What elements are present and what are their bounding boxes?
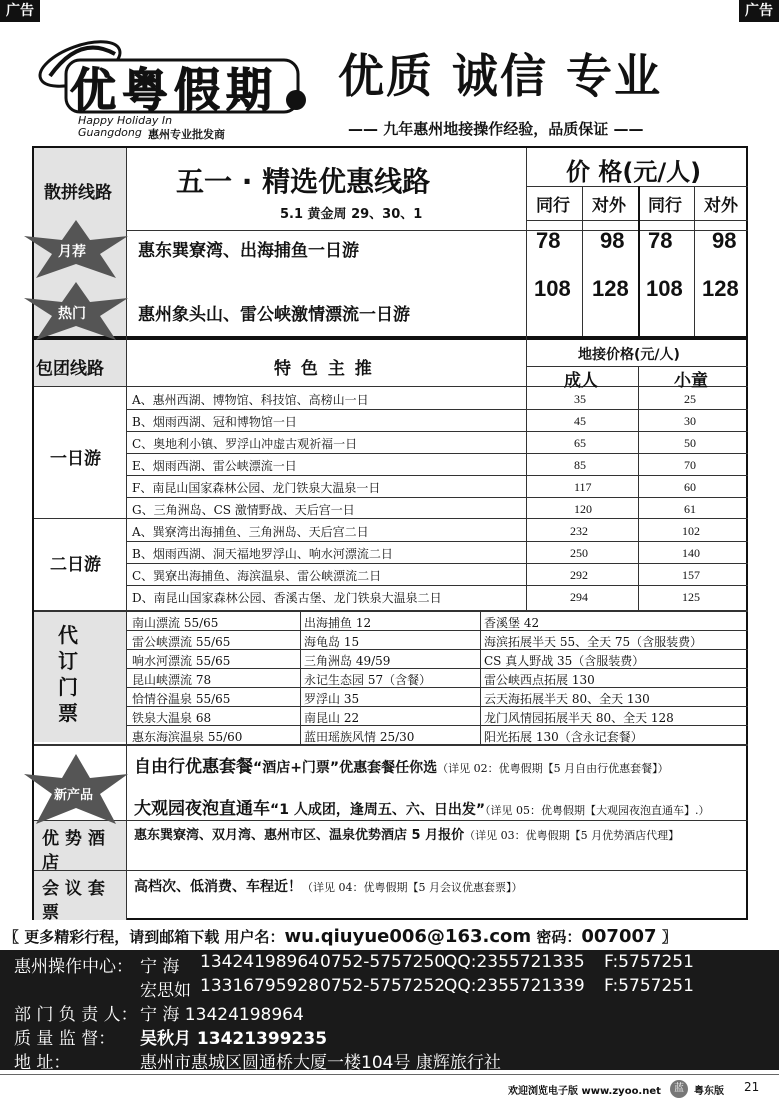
logo-title: 优粤假期 bbox=[70, 63, 278, 117]
row-rule bbox=[126, 563, 748, 564]
contact-phone-1: 13424198964 bbox=[200, 952, 319, 972]
contact-qq-1: QQ:2355721335 bbox=[444, 952, 585, 972]
public-label-1: 对外 bbox=[592, 196, 626, 216]
quality-value: 吴秋月 13421399235 bbox=[140, 1029, 328, 1049]
ticket-item: 龙门风情园拓展半天 80、全天 128 bbox=[484, 711, 674, 725]
logo-en1: Happy Holiday In bbox=[78, 114, 173, 127]
contact-name-1: 宁 海 bbox=[140, 957, 180, 977]
route-name: B、烟雨西湖、冠和博物馆一日 bbox=[132, 415, 297, 429]
tickets-label-char: 代 bbox=[58, 623, 78, 647]
child-price: 30 bbox=[684, 414, 696, 428]
download-pwd: 007007 bbox=[581, 926, 657, 947]
contact-tel-2: 0752-5757252 bbox=[320, 976, 446, 996]
peer-label-2: 同行 bbox=[648, 196, 682, 216]
contact-qq-2: QQ:2355721339 bbox=[444, 976, 585, 996]
rule bbox=[34, 870, 748, 871]
download-pwd-label: 密码： bbox=[531, 928, 582, 946]
child-price: 102 bbox=[682, 524, 700, 538]
child-price: 60 bbox=[684, 480, 696, 494]
ticket-item: 雷公峡西点拓展 130 bbox=[484, 673, 595, 687]
ticket-item: 三角洲岛 49/59 bbox=[304, 654, 391, 668]
rule bbox=[34, 518, 748, 519]
ticket-item: 阳光拓展 130（含永记套餐） bbox=[484, 730, 643, 744]
row-rule bbox=[126, 585, 748, 586]
row-rule bbox=[126, 668, 748, 669]
child-label: 小童 bbox=[674, 371, 708, 391]
ticket-item: 响水河漂流 55/65 bbox=[132, 654, 231, 668]
ticket-item: 罗浮山 35 bbox=[304, 692, 360, 706]
ticket-item: 南昆山 22 bbox=[304, 711, 360, 725]
address-value: 惠州市惠城区圆通桥大厦一楼104号 康辉旅行社 bbox=[140, 1053, 501, 1073]
footer-text: 欢迎浏览电子版 www.zyoo.net bbox=[508, 1086, 661, 1097]
price-1-public: 98 bbox=[600, 228, 625, 253]
meeting-label-1: 会 议 套 bbox=[42, 879, 105, 899]
price-2-public: 128 bbox=[592, 276, 629, 301]
adult-price: 292 bbox=[570, 568, 588, 582]
tickets-label-char: 票 bbox=[58, 701, 78, 725]
price-2-peer: 108 bbox=[534, 276, 571, 301]
route-name: B、烟雨西湖、洞天福地罗浮山、响水河漂流二日 bbox=[132, 547, 393, 561]
rule bbox=[34, 336, 748, 340]
hotel-label-1: 优 势 酒 bbox=[42, 829, 105, 849]
route-name: C、巽寮出海捕鱼、海滨温泉、雷公峡漂流二日 bbox=[132, 569, 382, 583]
public-label-2: 对外 bbox=[704, 196, 738, 216]
hotel-label-2: 店 bbox=[42, 853, 59, 873]
night-bus-title: 大观园夜泡直通车 bbox=[134, 799, 270, 819]
price-1-peer: 78 bbox=[536, 228, 561, 253]
ticket-item: 永记生态园 57（含餐） bbox=[304, 673, 432, 687]
route-name: G、三角洲岛、CS 激情野战、天后宫一日 bbox=[132, 503, 355, 517]
row-rule bbox=[126, 687, 748, 688]
footer-badge: 蓝 bbox=[670, 1080, 688, 1098]
child-price: 140 bbox=[682, 546, 700, 560]
row-rule bbox=[126, 706, 748, 707]
ticket-item: CS 真人野战 35（含服装费） bbox=[484, 654, 645, 668]
price-1-public-2: 98 bbox=[712, 228, 737, 253]
rule bbox=[34, 386, 748, 387]
contact-fax-2: F:5757251 bbox=[604, 976, 694, 996]
tickets-label-char: 订 bbox=[58, 649, 78, 673]
header-title: 五一 · 精选优惠线路 bbox=[176, 165, 431, 198]
dept-value: 宁 海 13424198964 bbox=[140, 1005, 304, 1025]
route-name: E、烟雨西湖、雷公峡漂流一日 bbox=[132, 459, 297, 473]
contact-block bbox=[0, 950, 779, 1073]
route-name: D、南昆山国家森林公园、香溪古堡、龙门铁泉大温泉二日 bbox=[132, 591, 442, 605]
adult-price: 232 bbox=[570, 524, 588, 538]
download-end: 〗 bbox=[656, 928, 677, 946]
new-product-line-2 bbox=[134, 794, 710, 819]
route-name: C、奥地利小镇、罗浮山冲虚古观祈福一日 bbox=[132, 437, 358, 451]
rule bbox=[34, 610, 748, 612]
badge-label-1: 月荐 bbox=[58, 244, 86, 260]
row-rule bbox=[126, 453, 748, 454]
free-travel-title: 自由行优惠套餐 bbox=[134, 757, 253, 777]
ticket-item: 南山漂流 55/65 bbox=[132, 616, 219, 630]
featured-route-2: 惠州象头山、雷公峡激情漂流一日游 bbox=[138, 305, 410, 325]
row-rule bbox=[126, 497, 748, 498]
rule bbox=[526, 220, 748, 221]
footer-edition: 粤东版 bbox=[694, 1086, 724, 1097]
rule bbox=[694, 186, 695, 336]
ticket-item: 蓝田瑶族风情 25/30 bbox=[304, 730, 415, 744]
dept-label: 部 门 负 责 人： bbox=[14, 1005, 138, 1025]
child-price: 50 bbox=[684, 436, 696, 450]
ticket-item: 铁泉大温泉 68 bbox=[132, 711, 212, 725]
address-label: 地 址： bbox=[14, 1053, 71, 1073]
adult-price: 294 bbox=[570, 590, 588, 604]
scatter-label: 散拼线路 bbox=[44, 183, 112, 203]
adult-label: 成人 bbox=[564, 371, 598, 391]
new-product-badge: 新产品 bbox=[54, 788, 94, 803]
contact-phone-2: 13316795928 bbox=[200, 976, 319, 996]
route-name: A、惠州西湖、博物馆、科技馆、高榜山一日 bbox=[132, 393, 369, 407]
header-subtitle: 5.1 黄金周 29、30、1 bbox=[280, 207, 423, 222]
row-rule bbox=[126, 431, 748, 432]
child-price: 125 bbox=[682, 590, 700, 604]
adult-price: 85 bbox=[574, 458, 586, 472]
adult-price: 65 bbox=[574, 436, 586, 450]
ticket-item: 云天海拓展半天 80、全天 130 bbox=[484, 692, 650, 706]
logo-en2: Guangdong bbox=[78, 126, 142, 139]
row-rule bbox=[126, 475, 748, 476]
featured-route-1: 惠东巽寮湾、出海捕鱼一日游 bbox=[138, 241, 359, 261]
ticket-item: 惠东海滨温泉 55/60 bbox=[132, 730, 243, 744]
hotel-text: 惠东巽寮湾、双月湾、惠州市区、温泉优势酒店 5 月报价 bbox=[134, 828, 465, 843]
ad-tag-left: 广告 bbox=[0, 0, 40, 22]
page-number: 21 bbox=[744, 1080, 760, 1094]
meeting-label-2: 票 bbox=[42, 903, 59, 923]
download-line bbox=[4, 926, 677, 947]
child-price: 25 bbox=[684, 392, 696, 406]
adult-price: 120 bbox=[574, 502, 592, 516]
child-price: 157 bbox=[682, 568, 700, 582]
row-rule bbox=[126, 541, 748, 542]
child-price: 70 bbox=[684, 458, 696, 472]
free-travel-ref: （详见 02：优粤假期【5 月自由行优惠套餐】） bbox=[437, 762, 669, 775]
price-1-peer-2: 78 bbox=[648, 228, 673, 253]
contact-fax-1: F:5757251 bbox=[604, 952, 694, 972]
contact-label: 惠州操作中心： bbox=[14, 957, 133, 977]
tickets-label-char: 门 bbox=[58, 675, 78, 699]
tickets-label bbox=[58, 622, 82, 726]
ticket-item: 海滨拓展半天 55、全天 75（含服装费） bbox=[484, 635, 703, 649]
route-name: F、南昆山国家森林公园、龙门铁泉大温泉一日 bbox=[132, 481, 381, 495]
sub-slogan: —— 九年惠州地接操作经验，品质保证 —— bbox=[348, 120, 644, 138]
main-table bbox=[32, 146, 748, 923]
rule bbox=[526, 366, 748, 367]
rule bbox=[582, 186, 583, 336]
ticket-item: 雷公峡漂流 55/65 bbox=[132, 635, 231, 649]
meeting-ref: （详见 04：优粤假期【5 月会议优惠套票】） bbox=[302, 881, 523, 894]
meeting-line bbox=[134, 876, 523, 896]
ticket-item: 出海捕鱼 12 bbox=[304, 616, 372, 630]
download-text: 〖 更多精彩行程，请到邮箱下载 用户名： bbox=[4, 928, 285, 946]
slogan: 优质 诚信 专业 bbox=[338, 49, 663, 103]
night-bus-desc: “1 人成团，逢周五、六、日出发” bbox=[270, 802, 486, 818]
row-rule bbox=[126, 630, 748, 631]
logo-cn-sub: 惠州专业批发商 bbox=[148, 128, 225, 141]
peer-label-1: 同行 bbox=[536, 196, 570, 216]
rule bbox=[34, 820, 748, 821]
night-bus-ref: （详见 05：优粤假期【大观园夜泡直通车】.） bbox=[485, 804, 710, 817]
hotel-ref: （详见 03：优粤假期【5 月优势酒店代理】 bbox=[464, 829, 680, 842]
badge-label-2: 热门 bbox=[58, 306, 86, 322]
ticket-item: 海龟岛 15 bbox=[304, 635, 360, 649]
route-name: A、巽寮湾出海捕鱼、三角洲岛、天后宫二日 bbox=[132, 525, 369, 539]
adult-price: 250 bbox=[570, 546, 588, 560]
adult-price: 45 bbox=[574, 414, 586, 428]
new-product-line-1 bbox=[134, 752, 669, 777]
meeting-text: 高档次、低消费、车程近！ bbox=[134, 879, 302, 895]
adult-price: 117 bbox=[574, 480, 592, 494]
day1-label: 一日游 bbox=[50, 449, 101, 469]
local-price-title: 地接价格(元/人) bbox=[578, 347, 680, 363]
ticket-item: 香溪堡 42 bbox=[484, 616, 540, 630]
rule bbox=[638, 186, 640, 336]
group-label: 包团线路 bbox=[36, 359, 104, 379]
footer-rule bbox=[0, 1074, 779, 1075]
brand-logo bbox=[30, 24, 330, 142]
free-travel-desc: “酒店+门票”优惠套餐任你选 bbox=[253, 760, 438, 776]
child-price: 61 bbox=[684, 502, 696, 516]
quality-label: 质 量 监 督： bbox=[14, 1029, 116, 1049]
price-2-peer-2: 108 bbox=[646, 276, 683, 301]
price-title: 价 格(元/人) bbox=[566, 158, 702, 186]
ticket-item: 昆山峡漂流 78 bbox=[132, 673, 212, 687]
rule bbox=[638, 366, 639, 610]
download-user[interactable]: wu.qiuyue006@163.com bbox=[284, 926, 532, 947]
hotel-line bbox=[134, 824, 679, 843]
row-rule bbox=[126, 409, 748, 410]
day2-label: 二日游 bbox=[50, 555, 101, 575]
ad-tag-right: 广告 bbox=[739, 0, 779, 22]
contact-name-2: 宏思如 bbox=[140, 981, 191, 1001]
adult-price: 35 bbox=[574, 392, 586, 406]
contact-tel-1: 0752-5757250 bbox=[320, 952, 446, 972]
feature-label: 特 色 主 推 bbox=[274, 359, 374, 379]
ticket-item: 恰情谷温泉 55/65 bbox=[132, 692, 231, 706]
price-2-public-2: 128 bbox=[702, 276, 739, 301]
